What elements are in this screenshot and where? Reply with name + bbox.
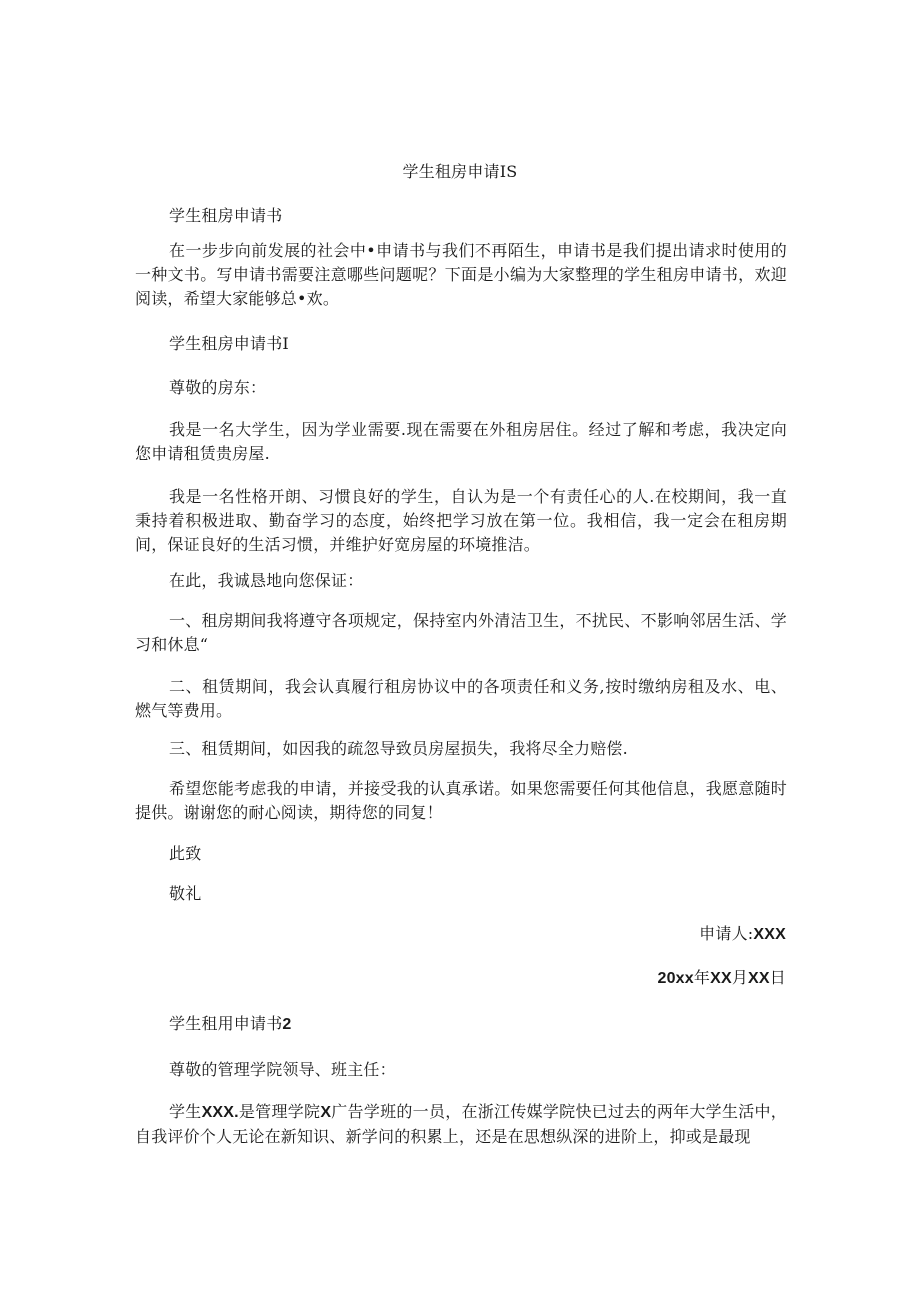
date-day-unit: 日 bbox=[769, 968, 786, 987]
letter1-paragraph-closing: 希望您能考虑我的申请，并接受我的认真承诺。如果您需要任何其他信息，我愿意随时提供。谢谢您的耐心阅读，期待您的同复！ bbox=[135, 779, 787, 822]
letter1-applicant bbox=[699, 922, 786, 947]
date-day: XX bbox=[748, 970, 770, 987]
letter1-pledge-2: 二、租赁期间，我会认真履行租房协议中的各项责任和义务,按时缴纳房租及水、电、燃气等费用。 bbox=[135, 677, 787, 720]
p1-part-c: 是管理学院 bbox=[238, 1102, 321, 1121]
date-year: 20xx bbox=[657, 970, 694, 987]
date-year-unit: 年 bbox=[693, 968, 711, 987]
date-month-unit: 月 bbox=[731, 968, 749, 987]
letter1-paragraph-2: 我是一名性格开朗、习惯良好的学生，自认为是一个有责任心的人.在校期间，我一直秉持着积极进取、勤奋学习的态度，始终把学习放在第一位。我相信，我一定会在租房期间，保证良好的生活习惯，并维护好宽房屋的环境推洁。 bbox=[135, 487, 787, 554]
letter1-salutation: 尊敬的房东： bbox=[169, 378, 267, 397]
applicant-name: XXX bbox=[753, 926, 786, 943]
p1-part-e: 广告学班的一员，在浙江传媒学院快已过去的两年大学生活中，自我评价个人无论在新知识、新学问的积累上，还是在思想纵深的进阶上，抑或是最现 bbox=[135, 1102, 787, 1146]
p1-student-name: XXX. bbox=[201, 1104, 239, 1121]
letter1-paragraph-1: 我是一名大学生，因为学业需要.现在需要在外租房居住。经过了解和考虑，我决定向您申请租赁贵房屋. bbox=[135, 420, 787, 463]
p1-part-a: 学生 bbox=[169, 1102, 202, 1121]
document-title bbox=[0, 160, 920, 184]
letter1-closing-2: 敬礼 bbox=[169, 884, 202, 903]
letter2-paragraph-1 bbox=[135, 1100, 787, 1149]
letter1-date bbox=[657, 966, 786, 991]
letter2-heading bbox=[169, 1012, 292, 1037]
applicant-label: 申请人: bbox=[699, 924, 754, 943]
letter1-pledge-1: 一、租房期间我将遵守各项规定，保持室内外清洁卫生，不扰民、不影响邻居生活、学习和休息“ bbox=[135, 611, 787, 654]
letter2-heading-text: 学生租用申请书 bbox=[169, 1014, 283, 1033]
letter2-heading-number: 2 bbox=[282, 1016, 292, 1033]
letter1-pledge-3: 三、租赁期间，如因我的疏忽导致员房屋损失，我将尽全力赔偿. bbox=[169, 739, 628, 758]
date-month: XX bbox=[710, 970, 732, 987]
letter1-closing-1: 此致 bbox=[169, 844, 202, 863]
intro-paragraph: 在一步步向前发展的社会中•申请书与我们不再陌生，申请书是我们提出请求时使用的一种文书。写申请书需要注意哪些问题呢？下面是小编为大家整理的学生租房申请书，欢迎阅读，希望大家能够总•欢。 bbox=[135, 241, 787, 308]
letter1-paragraph-3: 在此，我诚恳地向您保证： bbox=[169, 571, 364, 590]
p1-class-id: X bbox=[320, 1104, 332, 1121]
letter1-heading: 学生租房申请书I bbox=[169, 334, 289, 353]
letter2-salutation: 尊敬的管理学院领导、班主任： bbox=[169, 1060, 396, 1079]
section-heading: 学生租房申请书 bbox=[169, 206, 283, 225]
document-title-text: 学生租房申请IS bbox=[402, 162, 518, 181]
